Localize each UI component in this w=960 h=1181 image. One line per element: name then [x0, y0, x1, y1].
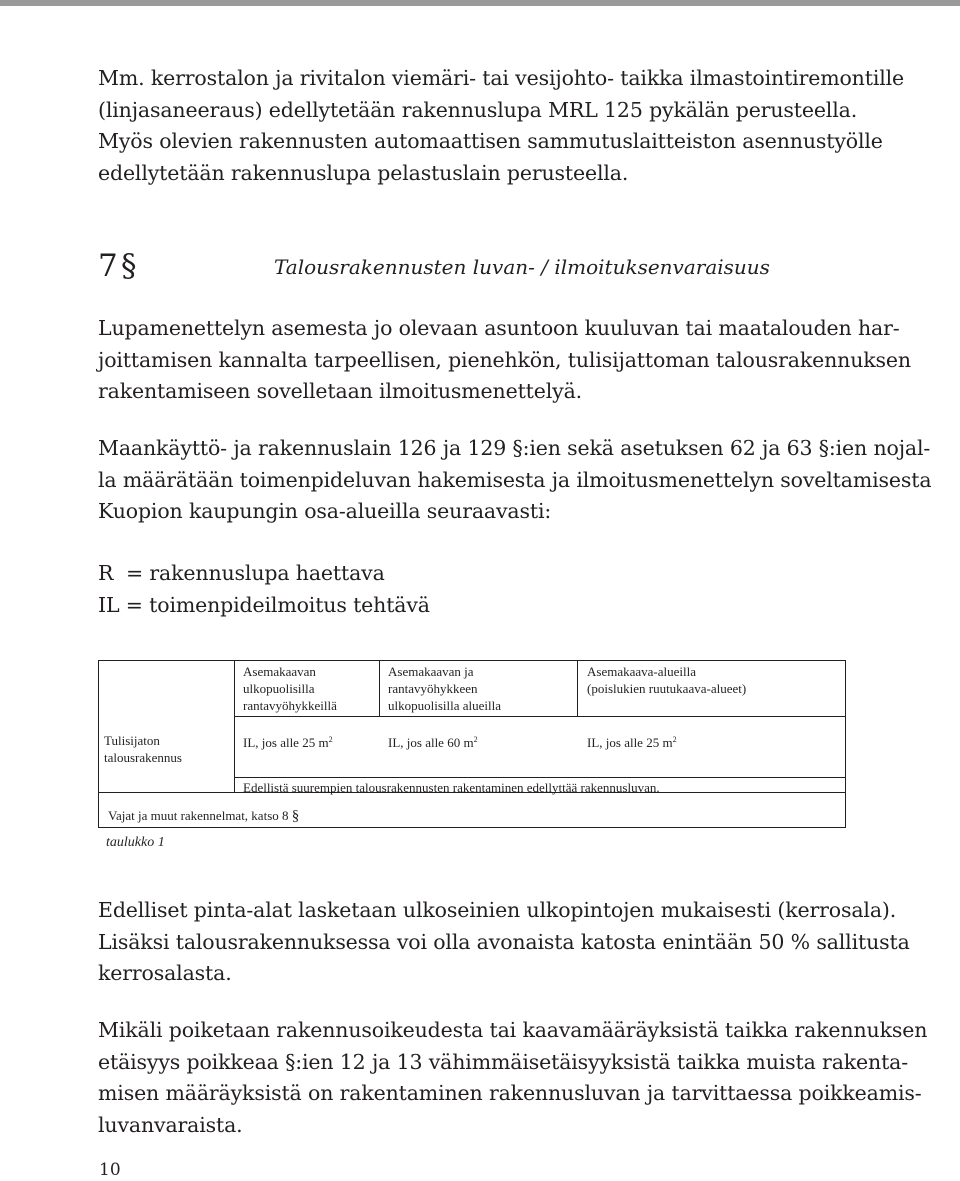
row-label: Tulisijaton talousrakennus: [104, 733, 182, 765]
paragraph-line: Lupamenettelyn asemesta jo olevaan asuntoon kuuluvan tai maatalouden har-: [98, 316, 900, 340]
table-note: Edellistä suurempien talousrakennusten rakentaminen edellyttää rakennusluvan.: [243, 780, 660, 795]
column-header: Asemakaava-alueilla (poislukien ruutukaava-alueet): [587, 664, 747, 696]
section-title: Talousrakennusten luvan- / ilmoituksenvaraisuus: [274, 255, 770, 279]
paragraph-line: rakentamiseen sovelletaan ilmoitusmenettelyä.: [98, 379, 583, 403]
page-number: 10: [99, 1160, 121, 1180]
paragraph-line: Kuopion kaupungin osa-alueilla seuraavasti:: [98, 499, 552, 523]
table-right-border: [845, 660, 846, 828]
row-label-text: Vajat ja muut rakennelmat, katso 8: [108, 808, 289, 823]
paragraph-line: Maankäyttö- ja rakennuslain 126 ja 129 §:ien sekä asetuksen 62 ja 63 §:ien nojal-: [98, 436, 931, 460]
paragraph-legal-basis: [98, 433, 932, 528]
paragraph-deviations: [98, 1015, 928, 1141]
table-header-divider: [234, 716, 846, 717]
table-note-divider: [234, 777, 846, 778]
top-rule: [0, 0, 960, 6]
table-top-border: [98, 660, 846, 661]
intro-line: Mm. kerrostalon ja rivitalon viemäri- tai vesijohto- taikka ilmastointiremontille: [98, 66, 905, 90]
superscript-2: 2: [473, 735, 478, 744]
paragraph-line: misen määräyksistä on rakentaminen rakennusluvan ja tarvittaessa poikkeamis-: [98, 1081, 922, 1105]
superscript-2: 2: [672, 735, 677, 744]
table-caption: taulukko 1: [106, 835, 165, 850]
table-column-divider: [234, 660, 235, 792]
legend-line: IL = toimenpideilmoitus tehtävä: [98, 592, 430, 617]
section-heading: [98, 246, 858, 286]
table-column-divider: [379, 660, 380, 716]
intro-line: edellytetään rakennuslupa pelastuslain perusteella.: [98, 160, 629, 185]
table-cell: [388, 734, 478, 751]
row-label: [108, 807, 299, 825]
superscript-2: 2: [328, 735, 333, 744]
column-header: Asemakaavan ja rantavyöhykkeen ulkopuolisilla alueilla: [388, 664, 502, 713]
paragraph-line: Edelliset pinta-alat lasketaan ulkoseinien ulkopintojen mukaisesti (kerrosala).: [98, 898, 897, 922]
paragraph-line: etäisyys poikkeaa §:ien 12 ja 13 vähimmäisetäisyyksistä taikka muista rakenta-: [98, 1049, 909, 1074]
table-cell: [587, 734, 677, 751]
section-symbol: §: [291, 808, 300, 824]
paragraph-line: Mikäli poiketaan rakennusoikeudesta tai kaavamääräyksistä taikka rakennuksen: [98, 1018, 928, 1042]
paragraph-line: luvanvaraista.: [98, 1112, 243, 1137]
legend-line: R = rakennuslupa haettava: [98, 561, 385, 585]
paragraph-line: Lisäksi talousrakennuksessa voi olla avonaista katosta enintään 50 % sallitusta: [98, 929, 910, 954]
cell-value: IL, jos alle 25 m: [243, 735, 329, 750]
section-number: 7: [98, 248, 118, 284]
table-cell: [243, 734, 333, 751]
intro-paragraph: [98, 63, 905, 189]
cell-value: IL, jos alle 60 m: [388, 735, 474, 750]
table-bottom-border: [98, 827, 846, 828]
permit-table: [98, 660, 846, 828]
paragraph-line: la määrätään toimenpideluvan hakemisesta ja ilmoitusmenettelyn soveltamisesta: [98, 467, 932, 492]
paragraph-line: joittamisen kannalta tarpeellisen, pienehkön, tulisijattoman talousrakennuksen: [98, 347, 911, 372]
cell-value: IL, jos alle 25 m: [587, 735, 673, 750]
intro-line: Myös olevien rakennusten automaattisen sammutuslaitteiston asennustyölle: [98, 129, 883, 153]
table-left-border: [98, 660, 99, 828]
table-column-divider: [577, 660, 578, 716]
column-header: Asemakaavan ulkopuolisilla rantavyöhykkeillä: [243, 664, 337, 713]
abbreviation-legend: [98, 558, 844, 621]
paragraph-notification-procedure: [98, 313, 911, 408]
paragraph-floor-area: [98, 895, 910, 990]
section-symbol: §: [121, 248, 137, 284]
intro-line: (linjasaneeraus) edellytetään rakennuslupa MRL 125 pykälän perusteella.: [98, 97, 858, 122]
paragraph-line: kerrosalasta.: [98, 961, 232, 985]
